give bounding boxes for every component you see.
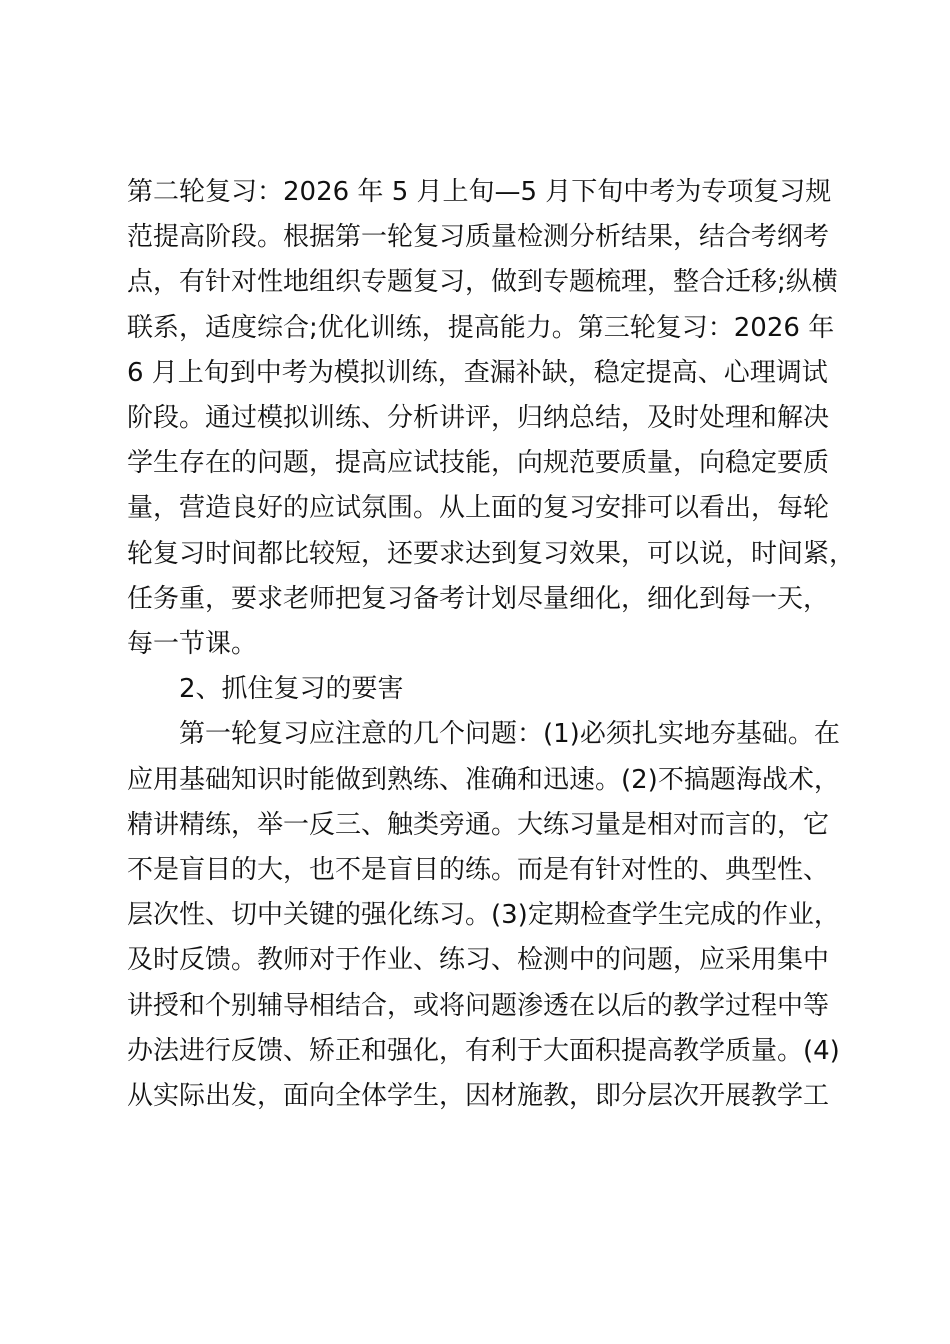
heading-line: 2、抓住复习的要害 — [179, 674, 404, 705]
text-line: 不是盲目的大，也不是盲目的练。而是有针对性的、典型性、 — [127, 855, 830, 886]
text-line: 学生存在的问题，提高应试技能，向规范要质量，向稳定要质 — [127, 448, 830, 479]
text-line: 第一轮复习应注意的几个问题：(1)必须扎实地夯基础。在 — [179, 719, 840, 750]
text-line: 从实际出发，面向全体学生，因材施教，即分层次开展教学工 — [127, 1081, 830, 1112]
text-line: 轮复习时间都比较短，还要求达到复习效果，可以说，时间紧， — [127, 538, 856, 569]
section-heading — [127, 667, 837, 712]
text-line: 6 月上旬到中考为模拟训练，查漏补缺，稳定提高、心理调试 — [127, 357, 828, 388]
text-line: 任务重，要求老师把复习备考计划尽量细化，细化到每一天， — [127, 583, 830, 614]
body-text — [127, 170, 856, 1119]
text-line: 点，有针对性地组织专题复习，做到专题梳理，整合迁移;纵横 — [127, 267, 838, 298]
text-line: 讲授和个别辅导相结合，或将问题渗透在以后的教学过程中等 — [127, 990, 830, 1021]
text-line: 阶段。通过模拟训练、分析讲评，归纳总结，及时处理和解决 — [127, 403, 830, 434]
text-line: 办法进行反馈、矫正和强化，有利于大面积提高教学质量。(4) — [127, 1035, 840, 1066]
text-line: 范提高阶段。根据第一轮复习质量检测分析结果，结合考纲考 — [127, 222, 830, 253]
text-line: 层次性、切中关键的强化练习。(3)定期检查学生完成的作业， — [127, 900, 840, 931]
text-line: 第二轮复习：2026 年 5 月上旬—5 月下旬中考为专项复习规 — [127, 177, 832, 207]
text-line: 精讲精练，举一反三、触类旁通。大练习量是相对而言的，它 — [127, 809, 830, 840]
paragraph-first-round-notes — [127, 712, 840, 1119]
text-line: 联系，适度综合;优化训练，提高能力。第三轮复习：2026 年 — [127, 312, 835, 343]
paragraph-review-rounds — [127, 170, 856, 667]
text-line: 量，营造良好的应试氛围。从上面的复习安排可以看出，每轮 — [127, 493, 830, 524]
text-line: 应用基础知识时能做到熟练、准确和迅速。(2)不搞题海战术， — [127, 764, 840, 795]
text-line: 每一节课。 — [127, 629, 258, 660]
text-line: 及时反馈。教师对于作业、练习、检测中的问题，应采用集中 — [127, 945, 830, 976]
